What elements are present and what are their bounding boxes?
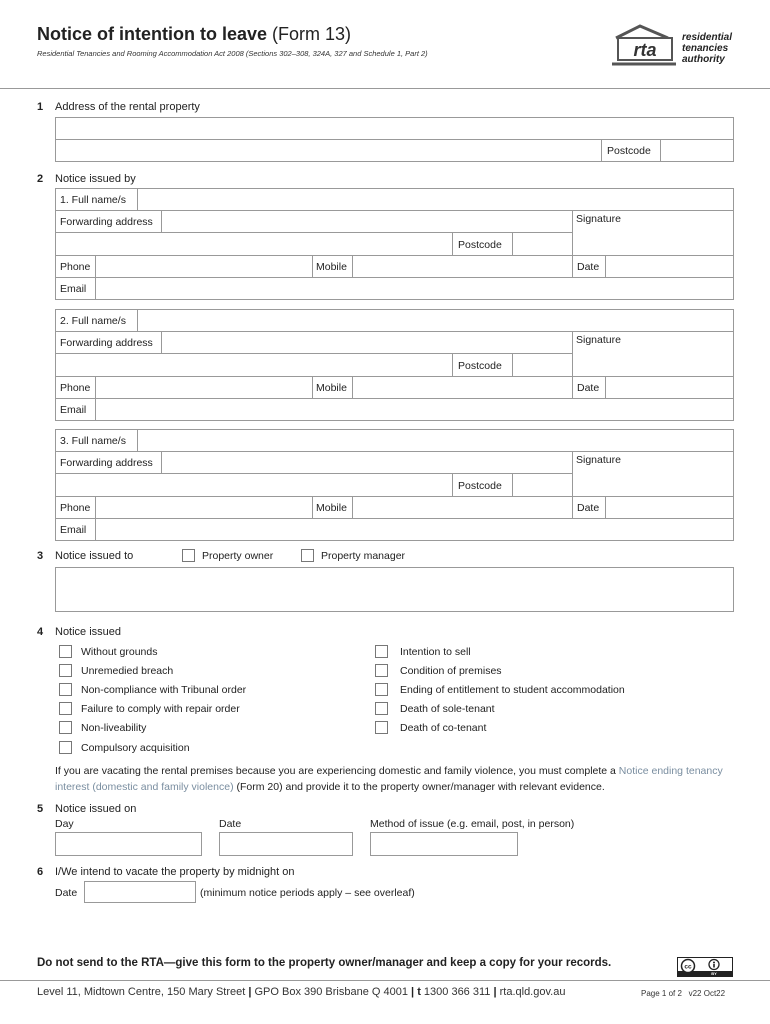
section-4-number: 4: [37, 626, 44, 638]
forwarding-field[interactable]: [161, 331, 573, 354]
phone-label: Phone: [55, 376, 96, 399]
compulsory-acquisition-label: Compulsory acquisition: [81, 742, 190, 754]
section-1-label: Address of the rental property: [55, 101, 200, 113]
mobile-label: Mobile: [312, 376, 353, 399]
full-name-label: 1. Full name/s: [55, 188, 138, 211]
email-label: Email: [55, 277, 96, 300]
postcode-label: Postcode: [452, 353, 513, 377]
section-6-number: 6: [37, 866, 44, 878]
tenant-2-block: [55, 309, 734, 422]
repair-order-label: Failure to comply with repair order: [81, 703, 240, 715]
mobile-label: Mobile: [312, 496, 353, 519]
compulsory-acquisition-checkbox[interactable]: [59, 741, 72, 754]
footer-warning: Do not send to the RTA—give this form to the property owner/manager and keep a copy for your records.: [37, 957, 612, 969]
full-name-label: 2. Full name/s: [55, 309, 138, 332]
mobile-field[interactable]: [352, 255, 573, 278]
property-manager-label: Property manager: [321, 550, 406, 562]
full-name-label: 3. Full name/s: [55, 429, 138, 452]
date-label: Date: [219, 818, 242, 830]
non-compliance-label: Non-compliance with Tribunal order: [81, 684, 247, 696]
intention-to-sell-label: Intention to sell: [400, 646, 471, 658]
death-co-tenant-label: Death of co-tenant: [400, 722, 487, 734]
section-5-number: 5: [37, 803, 44, 815]
intention-to-sell-checkbox[interactable]: [375, 645, 388, 658]
vacate-date-label: Date: [55, 887, 78, 899]
date-label: Date: [572, 376, 606, 399]
student-accommodation-label: Ending of entitlement to student accommodation: [400, 684, 625, 696]
signature-field[interactable]: Signature: [572, 331, 734, 377]
mobile-field[interactable]: [352, 496, 573, 519]
dfv-note: If you are vacating the rental premises because you are experiencing domestic and family violence, you must complete a Notice ending tenancy interest (domestic and family violence) (Form 20) and provide it to the property owner/manager with relevant evidence.: [55, 765, 723, 793]
forwarding-field[interactable]: [161, 451, 573, 474]
property-owner-label: Property owner: [202, 550, 274, 562]
non-compliance-checkbox[interactable]: [59, 683, 72, 696]
form-subtitle: Residential Tenancies and Rooming Accommodation Act 2008 (Sections 302–308, 324A, 327 and Schedule 1, Part 2): [37, 49, 428, 58]
tenant-3-block: [55, 429, 734, 542]
full-name-field[interactable]: [137, 429, 734, 452]
notice-recipient-field[interactable]: [55, 567, 734, 612]
death-sole-tenant-label: Death of sole-tenant: [400, 703, 495, 715]
phone-field[interactable]: [95, 496, 313, 519]
section-3-number: 3: [37, 550, 44, 562]
vacate-date-field[interactable]: [84, 881, 196, 903]
phone-label: Phone: [55, 255, 96, 278]
unremedied-breach-checkbox[interactable]: [59, 664, 72, 677]
forwarding-field[interactable]: [161, 210, 573, 233]
form-title: Notice of intention to leave (Form 13): [37, 24, 352, 44]
forwarding-field-line2[interactable]: [55, 473, 453, 497]
section-3-label: Notice issued to: [55, 550, 134, 562]
signature-field[interactable]: Signature: [572, 210, 734, 256]
rta-logo-text: residential tenancies authority: [682, 32, 733, 65]
postcode-field[interactable]: [512, 232, 573, 256]
svg-text:rta: rta: [633, 40, 657, 60]
condition-of-premises-label: Condition of premises: [400, 665, 502, 677]
issue-date-field[interactable]: [219, 832, 353, 856]
postcode-label: Postcode: [452, 232, 513, 256]
postcode-label-cell: Postcode: [601, 139, 661, 162]
method-label: Method of issue (e.g. email, post, in person): [370, 818, 575, 830]
website-link[interactable]: rta.qld.gov.au: [499, 986, 566, 998]
footer-divider: [0, 980, 770, 981]
full-name-field[interactable]: [137, 188, 734, 211]
method-field[interactable]: [370, 832, 518, 856]
svg-text:cc: cc: [684, 963, 692, 971]
page-info: Page 1 of 2 v22 Oct22: [641, 989, 726, 998]
condition-of-premises-checkbox[interactable]: [375, 664, 388, 677]
footer-contact: Level 11, Midtown Centre, 150 Mary Street | GPO Box 390 Brisbane Q 4001 | t 1300 366 311 | rta.qld.gov.au: [37, 986, 566, 998]
death-co-tenant-checkbox[interactable]: [375, 721, 388, 734]
day-field[interactable]: [55, 832, 202, 856]
property-owner-checkbox[interactable]: [182, 549, 195, 562]
postcode-field[interactable]: [660, 139, 734, 162]
date-field[interactable]: [605, 255, 734, 278]
email-label: Email: [55, 518, 96, 541]
phone-field[interactable]: [95, 255, 313, 278]
non-liveability-checkbox[interactable]: [59, 721, 72, 734]
section-2-number: 2: [37, 173, 44, 185]
email-field[interactable]: [95, 398, 734, 421]
email-field[interactable]: [95, 518, 734, 541]
form-20-link[interactable]: Notice ending tenancy interest (domestic and family violence): [55, 765, 723, 793]
property-manager-checkbox[interactable]: [301, 549, 314, 562]
forwarding-label: Forwarding address: [55, 210, 162, 233]
section-5-label: Notice issued on: [55, 803, 137, 815]
phone-label: Phone: [55, 496, 96, 519]
date-field[interactable]: [605, 376, 734, 399]
without-grounds-checkbox[interactable]: [59, 645, 72, 658]
email-label: Email: [55, 398, 96, 421]
tenant-1-block: [55, 188, 734, 301]
date-label: Date: [572, 255, 606, 278]
phone-field[interactable]: [95, 376, 313, 399]
postcode-label: Postcode: [452, 473, 513, 497]
mobile-label: Mobile: [312, 255, 353, 278]
forwarding-field-line2[interactable]: [55, 232, 453, 256]
mobile-field[interactable]: [352, 376, 573, 399]
day-label: Day: [55, 818, 74, 830]
non-liveability-label: Non-liveability: [81, 722, 147, 734]
forwarding-label: Forwarding address: [55, 331, 162, 354]
section-6-label: I/We intend to vacate the property by midnight on: [55, 866, 295, 878]
rta-logo: [610, 24, 680, 70]
creative-commons-icon: [677, 957, 733, 977]
header-divider: [0, 88, 770, 89]
section-4-label: Notice issued: [55, 626, 122, 638]
death-sole-tenant-checkbox[interactable]: [375, 702, 388, 715]
postcode-field[interactable]: [512, 473, 573, 497]
address-field[interactable]: [55, 117, 734, 140]
address-field-line2[interactable]: [55, 139, 602, 162]
full-name-field[interactable]: [137, 309, 734, 332]
signature-field[interactable]: Signature: [572, 451, 734, 497]
date-field[interactable]: [605, 496, 734, 519]
section-2-label: Notice issued by: [55, 173, 136, 185]
email-field[interactable]: [95, 277, 734, 300]
section-1-number: 1: [37, 101, 44, 113]
without-grounds-label: Without grounds: [81, 646, 158, 658]
repair-order-checkbox[interactable]: [59, 702, 72, 715]
postcode-field[interactable]: [512, 353, 573, 377]
date-label: Date: [572, 496, 606, 519]
forwarding-field-line2[interactable]: [55, 353, 453, 377]
notice-period-note: (minimum notice periods apply – see overleaf): [200, 887, 415, 899]
unremedied-breach-label: Unremedied breach: [81, 665, 174, 677]
forwarding-label: Forwarding address: [55, 451, 162, 474]
student-accommodation-checkbox[interactable]: [375, 683, 388, 696]
svg-text:BY: BY: [711, 971, 717, 976]
